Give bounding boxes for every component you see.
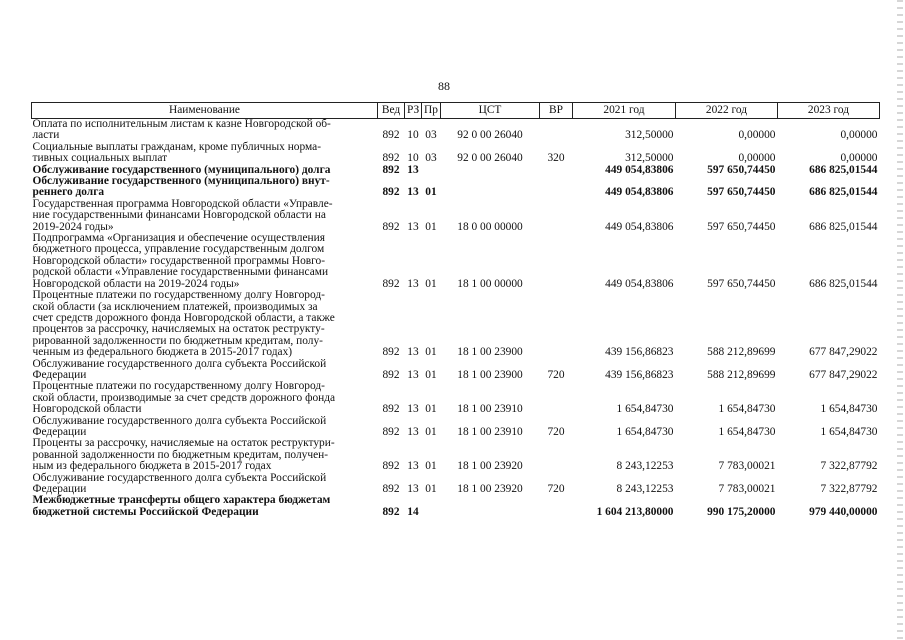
cell-name: Социальные выплаты гражданам, кроме публичных норма- тивных социальных выплат: [32, 140, 321, 165]
cell-cst: [441, 165, 540, 176]
cell-ved: 892: [382, 505, 400, 518]
cell-vr: [540, 290, 573, 358]
cell-name: Государственная программа Новгородской области «Управле- ние государственными финансами Новгородской области на 2019-2024 годы»: [32, 197, 333, 233]
cell-vr: 720: [547, 425, 565, 438]
cell-cst: [441, 495, 540, 518]
cell-vr: [540, 495, 573, 518]
cell-ved: 892: [382, 425, 400, 438]
cell-y2022: 597 650,74450: [707, 277, 776, 290]
cell-vr: 720: [547, 368, 565, 381]
cell-rz: 14: [407, 505, 419, 518]
table-row: [32, 473, 880, 496]
cell-cst: 18 1 00 00000: [457, 277, 523, 290]
cell-vr: [540, 176, 573, 199]
cell-y2023: 1 654,84730: [820, 403, 878, 416]
cell-y2022: 588 212,89699: [707, 346, 776, 359]
cell-ved: 892: [382, 368, 400, 381]
cell-name: Подпрограмма «Организация и обеспечение осуществления бюджетного процесса, управление государственным долгом Новгородской области» государственной программы Новго- родской области «Управление государственными финансами Новгородской области на 2019-2024 годы»: [32, 232, 329, 290]
cell-name: Проценты за рассрочку, начисляемые на остаток реструктури- рованной задолженности по бюджетным кредитам, получен- ным из федерального бюджета в 2015-2017 годах: [32, 437, 335, 473]
cell-y2022: 0,00000: [738, 152, 776, 165]
cell-rz: 13: [407, 186, 419, 199]
cell-vr: [540, 233, 573, 290]
cell-y2023: 7 322,87792: [820, 460, 878, 473]
table-row: [32, 233, 880, 290]
cell-name: Обслуживание государственного (муниципального) долга: [32, 163, 331, 176]
cell-ved: 892: [382, 483, 400, 495]
expenditure-table: [31, 102, 880, 518]
cell-cst: 18 1 00 23900: [457, 346, 523, 359]
cell-ved: 892: [382, 129, 400, 142]
cell-vr: [540, 199, 573, 233]
cell-ved: 892: [382, 152, 400, 165]
cell-y2022: 588 212,89699: [707, 368, 776, 381]
cell-ved: 892: [382, 346, 400, 359]
table-row: [32, 495, 880, 518]
cell-vr: 320: [547, 152, 565, 165]
cell-cst: 92 0 00 26040: [457, 152, 523, 165]
cell-rz: 13: [407, 220, 419, 233]
table-body: [32, 119, 880, 519]
cell-y2023: 7 322,87792: [820, 483, 878, 495]
table-row: [32, 438, 880, 472]
cell-rz: 13: [407, 346, 419, 359]
cell-name: Оплата по исполнительным листам к казне Новгородской об- ласти: [32, 118, 331, 142]
cell-pr: 01: [425, 483, 437, 495]
header-name: Наименование: [32, 103, 378, 119]
cell-rz: 10: [407, 152, 419, 165]
cell-y2023: 686 825,01544: [809, 186, 878, 199]
budget-table: [31, 102, 879, 518]
cell-y2021: 1 654,84730: [616, 425, 674, 438]
cell-cst: 18 0 00 00000: [457, 220, 523, 233]
cell-vr: [540, 438, 573, 472]
cell-pr: [422, 495, 441, 518]
table-row: [32, 199, 880, 233]
cell-vr: [540, 119, 573, 142]
cell-vr: 720: [547, 483, 565, 495]
cell-rz: 13: [407, 425, 419, 438]
table-row: [32, 176, 880, 199]
cell-pr: 01: [425, 403, 437, 416]
cell-y2022: 597 650,74450: [707, 220, 776, 233]
cell-name: Обслуживание государственного долга субъекта Российской Федерации: [32, 357, 327, 381]
cell-rz: 13: [407, 460, 419, 473]
cell-cst: 18 1 00 23900: [457, 368, 523, 381]
table-row: [32, 290, 880, 358]
cell-y2021: 8 243,12253: [616, 460, 674, 473]
cell-rz: 13: [407, 403, 419, 416]
cell-pr: 01: [425, 277, 437, 290]
cell-cst: [441, 176, 540, 199]
cell-y2023: 677 847,29022: [809, 368, 878, 381]
cell-y2023: 0,00000: [840, 152, 878, 165]
cell-pr: 03: [425, 152, 437, 165]
cell-name: Обслуживание государственного (муниципального) внут- реннего долга: [32, 175, 330, 199]
cell-ved: 892: [382, 163, 400, 176]
cell-rz: 13: [407, 368, 419, 381]
cell-y2023: 686 825,01544: [809, 277, 878, 290]
cell-y2021: 449 054,83806: [605, 186, 674, 199]
header-row: [32, 103, 880, 119]
cell-y2022: 7 783,00021: [718, 483, 776, 495]
table-row: [32, 359, 880, 382]
table-row: [32, 381, 880, 415]
cell-pr: 01: [425, 460, 437, 473]
table-row: [32, 142, 880, 165]
scan-edge-artifact: [897, 0, 903, 640]
cell-cst: 18 1 00 23920: [457, 460, 523, 473]
cell-cst: 18 1 00 23910: [457, 403, 523, 416]
cell-pr: 01: [425, 425, 437, 438]
cell-rz: 13: [407, 163, 419, 176]
header-vr: ВР: [540, 103, 573, 119]
cell-vr: [540, 381, 573, 415]
cell-y2023: 0,00000: [840, 129, 878, 142]
header-pr: Пр: [422, 103, 441, 119]
cell-ved: 892: [382, 277, 400, 290]
cell-rz: 13: [407, 277, 419, 290]
cell-y2021: 439 156,86823: [605, 346, 674, 359]
cell-y2021: 312,50000: [625, 152, 674, 165]
cell-rz: 13: [407, 483, 419, 495]
cell-y2021: 1 604 213,80000: [596, 505, 674, 518]
cell-y2021: 449 054,83806: [605, 220, 674, 233]
cell-pr: [422, 165, 441, 176]
cell-cst: 92 0 00 26040: [457, 129, 523, 142]
cell-name: Обслуживание государственного долга субъекта Российской Федерации: [32, 414, 327, 438]
cell-rz: 10: [407, 129, 419, 142]
cell-y2022: 1 654,84730: [718, 425, 776, 438]
cell-y2021: 439 156,86823: [605, 368, 674, 381]
header-2023: 2023 год: [778, 103, 880, 119]
cell-ved: 892: [382, 220, 400, 233]
header-cst: ЦСТ: [441, 103, 540, 119]
cell-y2023: 1 654,84730: [820, 425, 878, 438]
cell-pr: 01: [425, 220, 437, 233]
cell-name: Межбюджетные трансферты общего характера бюджетам бюджетной системы Российской Федерации: [32, 494, 331, 518]
cell-y2023: 686 825,01544: [809, 220, 878, 233]
cell-y2023: 677 847,29022: [809, 346, 878, 359]
header-ved: Вед: [378, 103, 405, 119]
cell-name: Процентные платежи по государственному долгу Новгород- ской области (за исключением платежей, производимых за счет средств дорожного фонда Новгородской области, а также процентов за рассрочку, начисляемых на остаток реструкту- рированной задолженности по бюджетным кредитам, полу- ченным из федерального бюджета в 2015-2017 годах): [32, 289, 335, 359]
cell-name: Обслуживание государственного долга субъекта Российской Федерации: [32, 471, 327, 495]
cell-y2023: 979 440,00000: [809, 505, 878, 518]
cell-ved: 892: [382, 403, 400, 416]
cell-y2022: 597 650,74450: [707, 186, 776, 199]
cell-y2021: 449 054,83806: [605, 277, 674, 290]
header-rz: РЗ: [405, 103, 422, 119]
cell-y2021: 449 054,83806: [605, 163, 674, 176]
cell-y2022: 597 650,74450: [707, 163, 776, 176]
cell-pr: 01: [425, 346, 437, 359]
page-number: 88: [438, 79, 450, 93]
cell-y2022: 990 175,20000: [707, 505, 776, 518]
header-2021: 2021 год: [573, 103, 676, 119]
cell-y2022: 7 783,00021: [718, 460, 776, 473]
cell-vr: [540, 165, 573, 176]
header-2022: 2022 год: [676, 103, 778, 119]
cell-cst: 18 1 00 23920: [457, 483, 523, 495]
cell-y2023: 686 825,01544: [809, 163, 878, 176]
cell-pr: 01: [425, 368, 437, 381]
cell-pr: 03: [425, 129, 437, 142]
cell-pr: 01: [425, 186, 437, 199]
cell-y2021: 1 654,84730: [616, 403, 674, 416]
cell-y2021: 312,50000: [625, 129, 674, 142]
cell-y2022: 1 654,84730: [718, 403, 776, 416]
cell-y2022: 0,00000: [738, 129, 776, 142]
cell-y2021: 8 243,12253: [616, 483, 674, 495]
table-row: [32, 416, 880, 439]
cell-ved: 892: [382, 460, 400, 473]
cell-cst: 18 1 00 23910: [457, 425, 523, 438]
cell-ved: 892: [382, 186, 400, 199]
cell-name: Процентные платежи по государственному долгу Новгород- ской области, производимые за счет средств дорожного фонда Новгородской области: [32, 380, 336, 416]
table-row: [32, 119, 880, 142]
